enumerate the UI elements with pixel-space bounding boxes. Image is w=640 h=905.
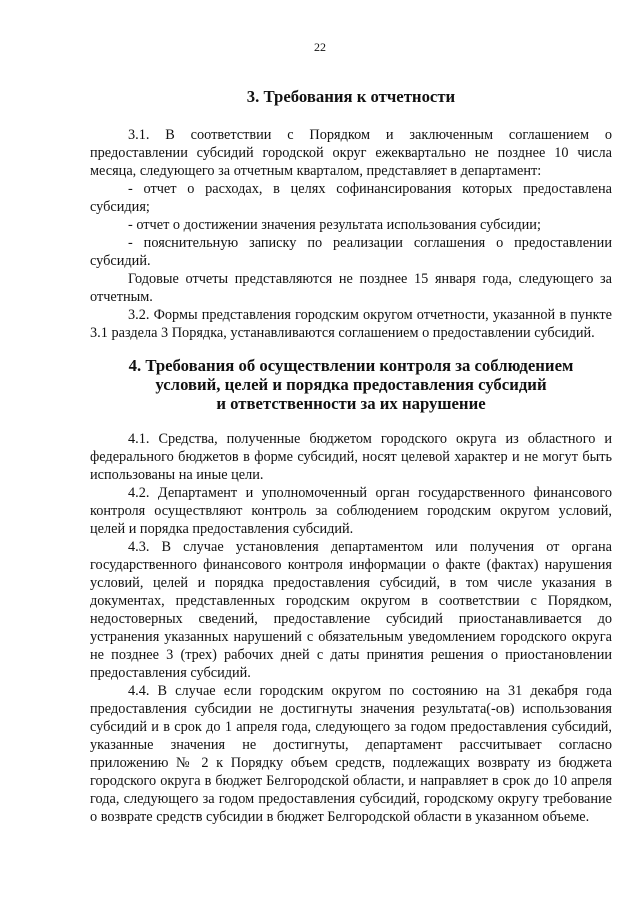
section-3-list-item-expenses: - отчет о расходах, в целях софинансирования которых предоставлена субсидия; — [90, 181, 612, 215]
section-4-title-line-3: и ответственности за их нарушение — [216, 394, 486, 413]
section-4-title-line-1: 4. Требования об осуществлении контроля за соблюдением — [128, 356, 574, 375]
section-3-paragraph-3-2: 3.2. Формы представления городским округом отчетности, указанной в пункте 3.1 раздела 3 Порядка, устанавливаются соглашением о предоставлении субсидий. — [90, 307, 612, 341]
section-4-paragraph-4-3: 4.3. В случае установления департаментом или получения от органа государственного финансового контроля информации о факте (фактах) нарушения условий, целей и порядка предоставления субсидий, в том числе указания в документах, представленных городским округом в соответствии с Порядком, недостоверных сведений, предоставление субсидий приостанавливается до устранения указанных нарушений с обязательным уведомлением городского округа не позднее 3 (трех) рабочих дней с даты принятия решения о приостановлении предоставления субсидий. — [90, 539, 612, 681]
section-3 — [90, 88, 612, 342]
section-4-paragraph-4-2: 4.2. Департамент и уполномоченный орган государственного финансового контроля осуществляют контроль за соблюдением городским округом условий, целей и порядка предоставления субсидий. — [90, 485, 612, 537]
section-4 — [90, 356, 612, 826]
section-3-paragraph-annual: Годовые отчеты представляются не позднее 15 января года, следующего за отчетным. — [90, 271, 612, 305]
section-4-paragraph-4-1: 4.1. Средства, полученные бюджетом городского округа из областного и федерального бюджетов в форме субсидий, носят целевой характер и не могут быть использованы на иные цели. — [90, 431, 612, 483]
section-3-paragraph-3-1: 3.1. В соответствии с Порядком и заключенным соглашением о предоставлении субсидий городской округ ежеквартально не позднее 10 числа месяца, следующего за отчетным кварталом, представляет в департамент: — [90, 127, 612, 179]
section-3-list-item-results: - отчет о достижении значения результата использования субсидии; — [128, 217, 541, 233]
document-body — [90, 88, 612, 826]
section-3-title: 3. Требования к отчетности — [246, 87, 456, 106]
section-4-title-line-2: условий, целей и порядка предоставления субсидий — [155, 375, 547, 394]
page-number: 22 — [314, 40, 326, 54]
section-3-list-item-note: - пояснительную записку по реализации соглашения о предоставлении субсидий. — [90, 235, 612, 269]
section-4-paragraph-4-4: 4.4. В случае если городским округом по состоянию на 31 декабря года предоставления субсидии не достигнуты значения результата(-ов) использования субсидий и в срок до 1 апреля года, следующего за годом предоставления субсидий, указанные значения не достигнуты, департамент рассчитывает согласно приложению № 2 к Порядку объем средств, подлежащих возврату из бюджета городского округа в бюджет Белгородской области, и направляет в срок до 10 апреля года, следующего за годом предоставления субсидий, городскому округу требование о возврате средств субсидии в бюджет Белгородской области в указанном объеме. — [90, 683, 612, 825]
section-4-title — [90, 356, 612, 413]
